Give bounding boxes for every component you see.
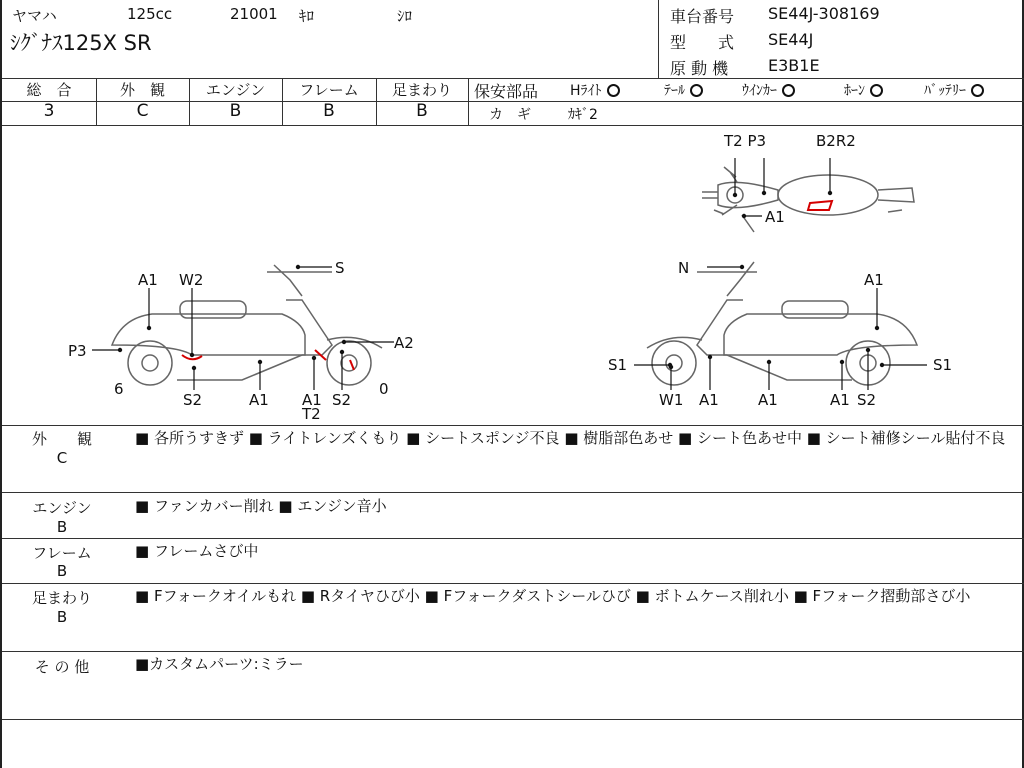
overall-grade: 3 [43,101,55,121]
engine-model: E3B1E [768,56,820,75]
tail-label: ﾃｰﾙ [664,83,685,99]
frame-label: フレーム [299,81,359,99]
body-color: ｼﾛ [397,7,413,25]
comment-exterior-cat: 外 観 [31,430,92,448]
suspension-grade: B [416,101,428,121]
label-left-s2a: S2 [183,391,203,409]
label-left-a1c: A1 [302,391,322,409]
label-right-a1b2: A1 [758,391,778,409]
label-top-a1: A1 [765,208,785,226]
label-left-a1b: A1 [249,391,269,409]
comment-exterior-text: ■ 各所うすきず ■ ライトレンズくもり ■ シートスポンジ不良 ■ 樹脂部色あせ ■ シート色あせ中 ■ シート補修シール貼付不良 [135,429,1006,447]
maker: ヤマハ [12,7,57,25]
comment-rule-2 [2,538,1024,539]
comment-frame-text: ■ フレームさび中 [135,542,259,560]
comment-engine-cat: エンジン [32,499,92,517]
frame-grade: B [323,101,335,121]
horn-label: ﾎｰﾝ [844,83,865,99]
label-left-p3: P3 [68,342,87,360]
engine-model-label: 原 動 機 [670,59,729,78]
label-right-s1b: S1 [933,356,953,374]
battery-label: ﾊﾞｯﾃﾘｰ [924,83,966,99]
label-left-s: S [335,259,345,277]
displacement: 125cc [127,5,173,23]
comment-rule-3 [2,583,1024,584]
overall-label: 総 合 [26,81,72,99]
label-left-a1: A1 [138,271,158,289]
comment-frame-grade: B [56,562,68,580]
label-left-s2b: S2 [332,391,352,409]
label-right-s1a: S1 [608,356,628,374]
mileage: 21001 [230,5,278,23]
comment-suspension-grade: B [56,608,68,626]
frame-no: SE44J-308169 [768,4,880,23]
engine-label: エンジン [205,81,266,99]
safety-label: 保安部品 [474,82,539,101]
damage-mark-top [808,201,832,210]
headlight-label: Hﾗｲﾄ [570,83,602,99]
label-left-t2: T2 [302,405,321,423]
type-value: SE44J [768,30,814,49]
exterior-label: 外 観 [119,81,165,99]
diagram-bottom-rule [2,425,1024,426]
label-left-0: 0 [379,380,389,398]
label-right-n: N [678,259,690,277]
label-right-a1b3: A1 [830,391,850,409]
mileage-unit: ｷﾛ [299,7,315,25]
comment-rule-1 [2,492,1024,493]
comment-suspension-text: ■ Fフォークオイルもれ ■ Rタイヤひび小 ■ Fフォークダストシールひび ■ ボトムケース削れ小 ■ Fフォーク摺動部さび小 [135,587,971,605]
comment-engine-grade: B [56,518,68,536]
label-left-6: 6 [114,380,124,398]
type-label: 型 式 [670,33,735,52]
winker-label: ｳｲﾝｶｰ [742,83,777,99]
label-b2r2: B2R2 [816,132,856,150]
comment-exterior-grade: C [56,449,68,467]
label-left-a2: A2 [394,334,414,352]
exterior-grade: C [136,101,149,121]
comment-other-text: ■カスタムパーツ:ミラー [135,655,304,673]
comment-rule-4 [2,651,1024,652]
label-right-a1b1: A1 [699,391,719,409]
label-right-w1: W1 [659,391,684,409]
scooter-top-view [702,167,914,232]
damage-mark-left-wheel [350,360,354,370]
label-right-s2: S2 [857,391,877,409]
comment-other-cat: そ の 他 [34,658,90,676]
label-t2p3: T2 P3 [724,132,767,150]
frame-no-label: 車台番号 [670,7,735,26]
model-name: ｼｸﾞﾅｽ125X SR [10,31,152,55]
label-left-w2: W2 [179,271,204,289]
key-value: ｶｷﾞ2 [568,107,598,123]
key-label: カ ギ [489,107,531,123]
comment-engine-text: ■ ファンカバー削れ ■ エンジン音小 [135,497,387,515]
label-right-a1: A1 [864,271,884,289]
comment-suspension-cat: 足まわり [31,589,92,607]
comment-rule-5 [2,719,1024,720]
engine-grade: B [229,101,242,121]
suspension-label: 足まわり [391,81,452,99]
comment-frame-cat: フレーム [32,544,92,562]
